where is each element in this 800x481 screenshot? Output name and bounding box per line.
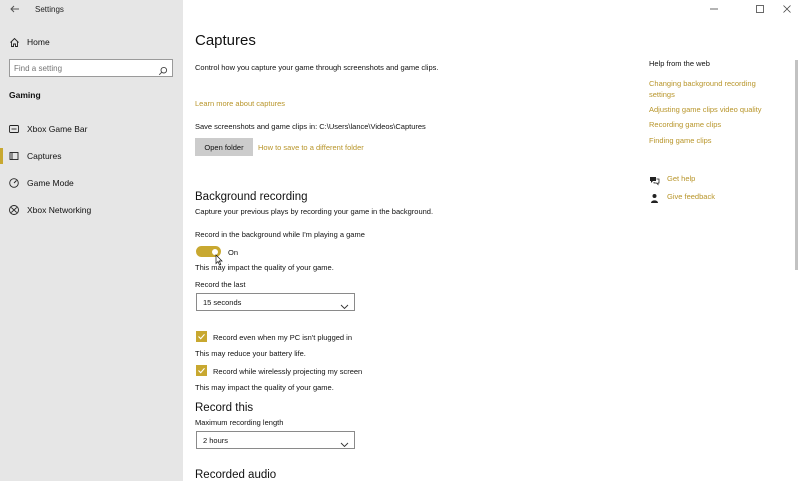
game-mode-icon bbox=[8, 177, 20, 189]
search-input[interactable] bbox=[14, 62, 154, 74]
page-title: Captures bbox=[195, 32, 256, 49]
save-path-text: Save screenshots and game clips in: C:\Users\lance\Videos\Captures bbox=[195, 122, 426, 131]
sidebar-item-home[interactable] bbox=[0, 32, 183, 52]
record-this-heading: Record this bbox=[195, 402, 254, 414]
projecting-checkbox[interactable] bbox=[196, 365, 207, 376]
projecting-label: Record while wirelessly projecting my screen bbox=[213, 367, 363, 376]
record-last-value: 15 seconds bbox=[203, 298, 242, 307]
record-last-label: Record the last bbox=[195, 280, 246, 289]
toggle-state-label: On bbox=[228, 248, 239, 257]
sidebar-item-game-mode[interactable] bbox=[0, 172, 183, 194]
get-help-icon bbox=[649, 173, 660, 184]
max-length-label: Maximum recording length bbox=[195, 418, 284, 427]
open-folder-button[interactable]: Open folder bbox=[195, 138, 253, 156]
checkmark-icon bbox=[197, 332, 206, 341]
sidebar-item-xbox-networking[interactable] bbox=[0, 199, 183, 221]
help-link-video-quality[interactable]: Adjusting game clips video quality bbox=[649, 105, 762, 114]
give-feedback-link[interactable] bbox=[649, 191, 789, 203]
chevron-down-icon bbox=[340, 298, 349, 307]
help-link-background-recording[interactable]: Changing background recording settings bbox=[649, 79, 756, 99]
sidebar-item-label: Game Mode bbox=[27, 178, 74, 188]
app-title: Settings bbox=[35, 5, 64, 14]
scrollbar[interactable] bbox=[795, 60, 798, 270]
max-length-dropdown[interactable] bbox=[196, 431, 355, 449]
background-recording-description: Capture your previous plays by recording your game in the background. bbox=[195, 207, 434, 216]
record-last-dropdown[interactable] bbox=[196, 293, 355, 311]
sidebar-section-heading: Gaming bbox=[9, 90, 41, 100]
projecting-note: This may impact the quality of your game. bbox=[195, 383, 334, 392]
help-link-finding-clips[interactable]: Finding game clips bbox=[649, 136, 712, 145]
unplugged-label: Record even when my PC isn't plugged in bbox=[213, 333, 353, 342]
background-recording-heading: Background recording bbox=[195, 191, 308, 203]
learn-more-link[interactable]: Learn more about captures bbox=[195, 99, 286, 108]
page-description: Control how you capture your game through screenshots and game clips. bbox=[195, 63, 439, 72]
help-panel bbox=[649, 0, 789, 481]
sidebar-item-xbox-game-bar[interactable] bbox=[0, 118, 183, 140]
sidebar-item-label: Xbox Game Bar bbox=[27, 124, 88, 134]
xbox-game-bar-icon bbox=[8, 123, 20, 135]
main-content bbox=[195, 0, 625, 481]
sidebar bbox=[0, 0, 183, 481]
get-help-link[interactable] bbox=[649, 173, 789, 185]
get-help-label: Get help bbox=[667, 174, 696, 183]
selection-indicator bbox=[0, 148, 3, 164]
max-length-value: 2 hours bbox=[203, 436, 229, 445]
give-feedback-label: Give feedback bbox=[667, 192, 715, 201]
toggle-label: Record in the background while I'm playing a game bbox=[195, 230, 365, 239]
search-icon[interactable] bbox=[158, 63, 168, 73]
unplugged-checkbox[interactable] bbox=[196, 331, 207, 342]
feedback-icon bbox=[649, 191, 660, 202]
how-to-save-link[interactable]: How to save to a different folder bbox=[258, 143, 364, 152]
unplugged-note: This may reduce your battery life. bbox=[195, 349, 306, 358]
sidebar-item-label: Xbox Networking bbox=[27, 205, 92, 215]
sidebar-item-label: Captures bbox=[27, 151, 62, 161]
home-icon bbox=[8, 36, 20, 48]
help-title: Help from the web bbox=[649, 59, 710, 68]
checkmark-icon bbox=[197, 366, 206, 375]
captures-icon bbox=[8, 150, 20, 162]
back-arrow-icon[interactable] bbox=[9, 3, 21, 15]
chevron-down-icon bbox=[340, 436, 349, 445]
toggle-note: This may impact the quality of your game. bbox=[195, 263, 334, 272]
search-field[interactable] bbox=[9, 59, 173, 77]
help-link-recording-clips[interactable]: Recording game clips bbox=[649, 120, 722, 129]
recorded-audio-heading: Recorded audio bbox=[195, 469, 277, 481]
sidebar-item-label: Home bbox=[27, 37, 50, 47]
sidebar-item-captures[interactable] bbox=[0, 145, 183, 167]
xbox-icon bbox=[8, 204, 20, 216]
